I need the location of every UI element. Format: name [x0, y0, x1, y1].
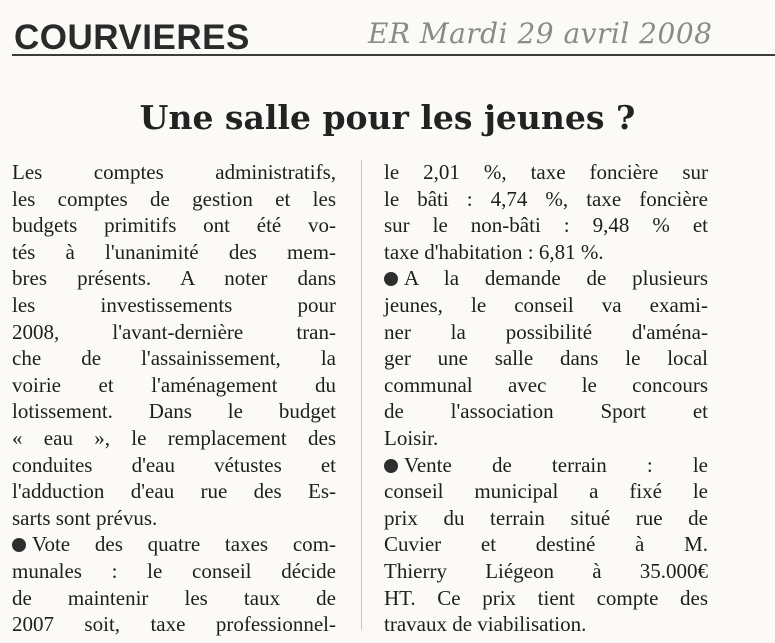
article-line: Les comptes administratifs,	[12, 160, 336, 184]
article-line: les comptes de gestion et les	[12, 186, 336, 211]
bullet-paragraph-line	[12, 531, 336, 558]
article-line: che de l'assainissement, la	[12, 346, 336, 371]
article-line: l'adduction d'eau rue des Es-	[12, 479, 336, 504]
article-line: le 2,01 %, taxe foncière sur	[384, 160, 708, 184]
article-line: 2008, l'avant-dernière tran-	[12, 319, 336, 344]
article-line-text: Vente de terrain : le	[404, 452, 708, 477]
article-line: taxe d'habitation : 6,81 %.	[384, 239, 604, 264]
article-line-text: Vote des quatre taxes com-	[32, 532, 336, 557]
article-column-left	[12, 159, 336, 638]
bullet-paragraph-line	[384, 452, 708, 479]
bullet-paragraph-line	[384, 265, 708, 292]
handwritten-date-note: ER Mardi 29 avril 2008	[368, 17, 713, 50]
section-header: COURVIERES	[14, 18, 250, 57]
article-line: munales : le conseil décide	[12, 558, 336, 583]
article-line: conduites d'eau vétustes et	[12, 452, 336, 477]
article-line: HT. Ce prix tient compte des	[384, 585, 708, 610]
article-line: les investissements pour	[12, 292, 336, 317]
bullet-dot-icon	[384, 272, 398, 286]
article-line: lotissement. Dans le budget	[12, 399, 336, 424]
article-line: de maintenir les taux de	[12, 585, 336, 610]
article-line: sur le non-bâti : 9,48 % et	[384, 213, 708, 238]
article-line: communal avec le concours	[384, 372, 708, 397]
article-line: conseil municipal a fixé le	[384, 479, 708, 504]
article-line: Thierry Liégeon à 35.000€	[384, 558, 708, 583]
article-line: ner la possibilité d'aména-	[384, 319, 708, 344]
article-line: bres présents. A noter dans	[12, 266, 336, 291]
article-column-right	[384, 159, 708, 638]
article-line: 2007 soit, taxe professionnel-	[12, 612, 336, 637]
bullet-dot-icon	[384, 459, 398, 473]
article-headline: Une salle pour les jeunes ?	[139, 98, 636, 137]
article-line: voirie et l'aménagement du	[12, 372, 336, 397]
bullet-dot-icon	[12, 538, 26, 552]
column-divider	[361, 160, 362, 630]
article-line: sarts sont prévus.	[12, 505, 158, 530]
article-line: jeunes, le conseil va exami-	[384, 292, 708, 317]
article-line: travaux de viabilisation.	[384, 612, 587, 637]
header-rule	[12, 54, 775, 56]
article-line: de l'association Sport et	[384, 399, 708, 424]
article-line: tés à l'unanimité des mem-	[12, 239, 336, 264]
article-line: Loisir.	[384, 425, 439, 450]
article-line: « eau », le remplacement des	[12, 425, 336, 450]
article-line: ger une salle dans le local	[384, 346, 708, 371]
article-line: budgets primitifs ont été vo-	[12, 213, 336, 238]
article-line-text: A la demande de plusieurs	[404, 266, 708, 291]
article-line: Cuvier et destiné à M.	[384, 532, 708, 557]
article-line: prix du terrain situé rue de	[384, 505, 708, 530]
article-line: le bâti : 4,74 %, taxe foncière	[384, 186, 708, 211]
